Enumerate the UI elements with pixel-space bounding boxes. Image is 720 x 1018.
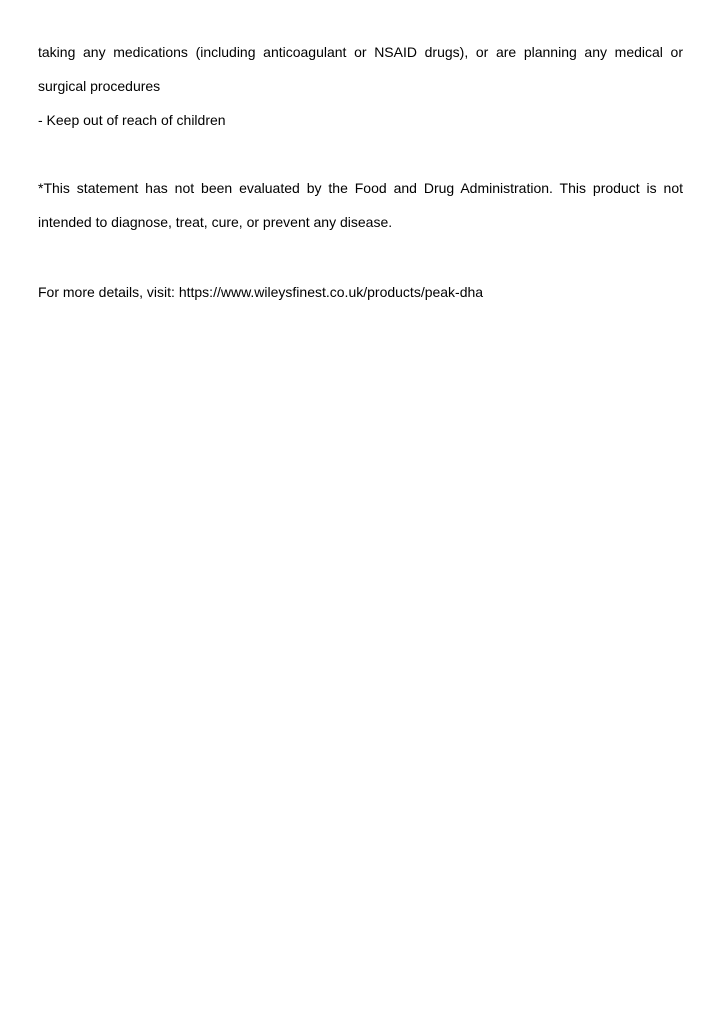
keep-out-of-reach-line: - Keep out of reach of children xyxy=(38,112,226,128)
more-details-prefix: For more details, visit: xyxy=(38,284,179,300)
more-details-line xyxy=(38,275,683,309)
medication-warning-paragraph: taking any medications (including anticoagulant or NSAID drugs), or are planning any medical or surgical procedures xyxy=(38,44,683,94)
fda-disclaimer-paragraph: *This statement has not been evaluated by the Food and Drug Administration. This product is not intended to diagnose, treat, cure, or prevent any disease. xyxy=(38,180,683,230)
product-url-link[interactable]: https://www.wileysfinest.co.uk/products/peak-dha xyxy=(178,284,484,300)
